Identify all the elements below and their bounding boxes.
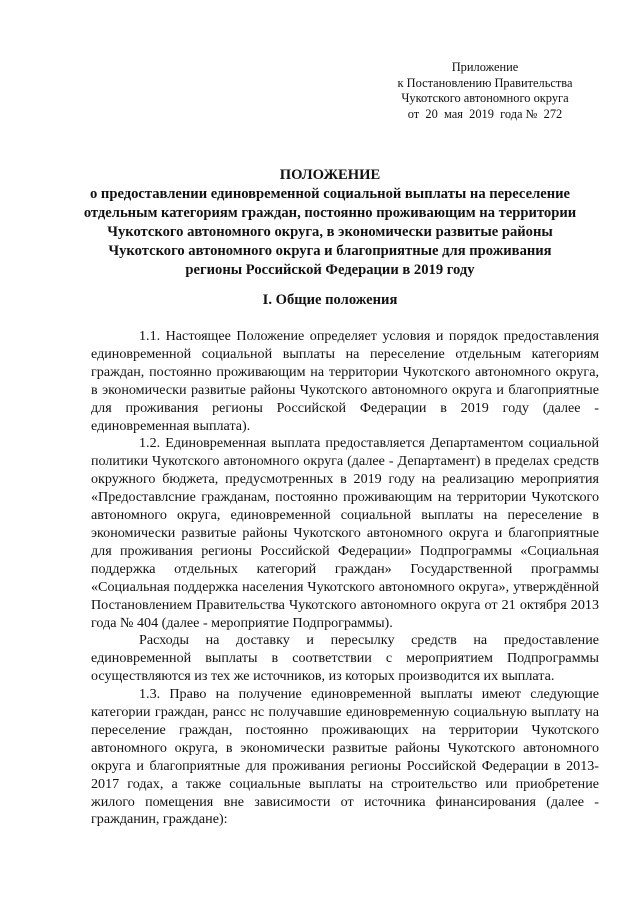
paragraph-expenses: Расходы на доставку и пересылку средств на предоставление единовременной выплаты в соответствии с мероприятием Подпрограммы осуществляются из тех же источников, из которых производится их выплата. xyxy=(91,632,599,685)
appendix-note xyxy=(380,60,590,122)
paragraph-1-3: 1.3. Право на получение единовременной выплаты имеют следующие категории граждан, рансс нс получавшие единовременную социальную выплату на переселение граждан, постоянно проживающих на территории Чукотского автономного округа, в экономически развитые районы Чукотского автономного округа и благоприятные для проживания регионы Российской Федерации в 2013-2017 годах, а также социальные выплаты на строительство или приобретение жилого помещения вне зависимости от источника финансирования (далее - гражданин, граждане): xyxy=(91,686,599,828)
title-line-3: отдельным категориям граждан, постоянно проживающим на территории xyxy=(83,205,577,221)
appendix-line-2: к Постановлению Правительства xyxy=(397,75,573,90)
title-line-4: Чукотского автономного округа, в экономически развитые районы xyxy=(107,224,553,240)
appendix-line-3: Чукотского автономного округа xyxy=(401,91,569,105)
paragraph-1-2: 1.2. Единовременная выплата предоставляется Департаментом социальной политики Чукотского автономного округа (далее - Департамент) в пределах средств окружного бюджета, предусмотренных в 2019 году на реализацию мероприятия «Предоставлсние гражданам, постоянно проживающим на территории Чукотского автономного округа, единовременной социальной выплаты на переселение в экономически развитые районы Чукотского автономного округа и благоприятные для проживания регионы Российской Федерации» Подпрограммы «Социальная поддержка отдельных категорий граждан» Государственной программы «Социальная поддержка населения Чукотского автономного округа», утверждённой Постановлением Правительства Чукотского автономного округа от 21 октября 2013 года № 404 (далее - мероприятие Подпрограммы). xyxy=(91,435,599,631)
appendix-line-4: от 20 мая 2019 года № 272 xyxy=(407,106,563,121)
document-body xyxy=(91,328,599,829)
title-line-6: регионы Российской Федерации в 2019 году xyxy=(185,262,475,278)
appendix-line-1: Приложение xyxy=(451,60,519,74)
title-line-1: ПОЛОЖЕНИЕ xyxy=(279,167,381,183)
document-title xyxy=(70,166,590,280)
section-heading: I. Общие положения xyxy=(262,292,398,308)
paragraph-1-1: 1.1. Настоящее Положение определяет условия и порядок предоставления единовременной социальной выплаты на переселение отдельным категориям граждан, постоянно проживающим на территории Чукотского автономного округа, в экономически развитые районы Чукотского автономного округа и благоприятные для проживания регионы Российской Федерации в 2019 году (далее - единовременная выплата). xyxy=(91,328,599,434)
title-line-5: Чукотского автономного округа и благоприятные для проживания xyxy=(108,243,552,259)
title-line-2: о предоставлении единовременной социальной выплаты на переселение xyxy=(89,186,571,202)
